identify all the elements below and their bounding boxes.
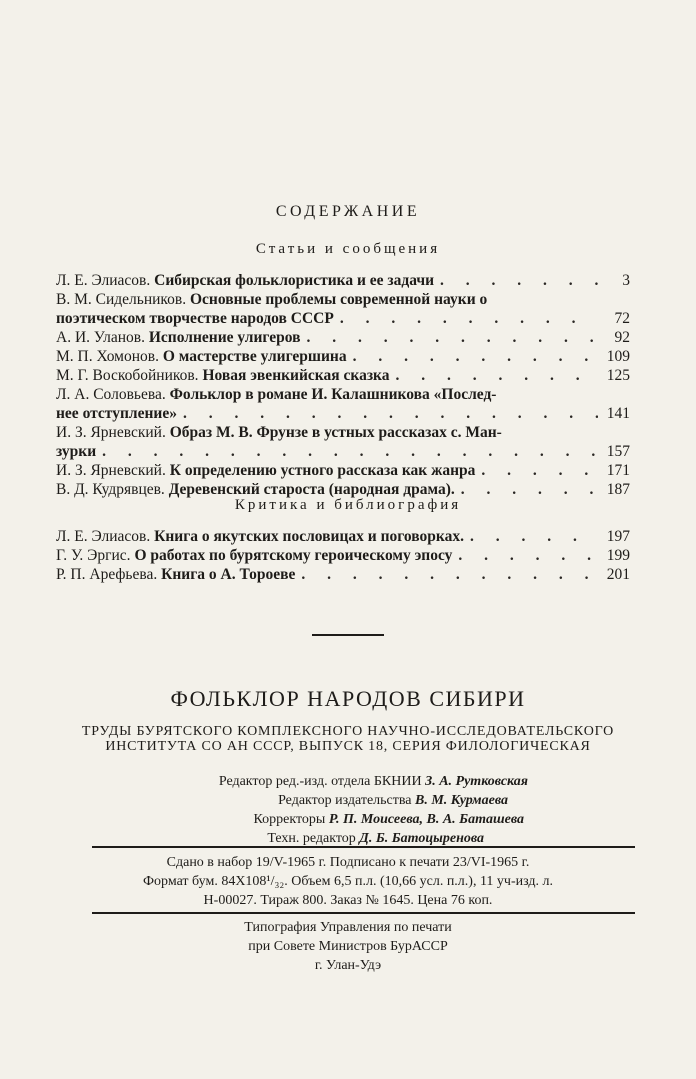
toc-title: Деревенский староста (народная драма). — [168, 481, 455, 498]
toc-author: М. Г. Воскобойников. — [56, 367, 203, 384]
dot-leader — [301, 565, 598, 584]
toc-author: И. З. Ярневский. — [56, 424, 170, 441]
toc-entry — [56, 366, 630, 385]
toc-author: Р. П. Арефьева. — [56, 566, 162, 583]
toc-entry — [56, 423, 630, 461]
toc-title: поэтическом творчестве народов СССР — [56, 310, 334, 327]
printer-line-2: при Совете Министров БурАССР — [248, 939, 448, 954]
toc-title: Новая эвенкийская сказка — [202, 367, 390, 384]
toc-page-number: 187 — [606, 481, 630, 498]
toc-line — [56, 546, 630, 565]
toc-page-number: 3 — [622, 272, 630, 289]
toc-title: Основные проблемы современной науки о — [189, 291, 488, 308]
toc-line — [56, 423, 630, 442]
toc-author: В. Д. Кудрявцев. — [56, 481, 169, 498]
short-divider — [312, 634, 384, 636]
toc-line — [56, 527, 630, 546]
toc-criticism — [56, 527, 630, 584]
toc-page-number: 109 — [606, 348, 630, 365]
toc-line — [56, 347, 630, 366]
toc-entry — [56, 385, 630, 423]
dot-leader — [440, 271, 598, 290]
editor-line-3: Корректоры Р. П. Моисеева, В. А. Баташева — [253, 812, 524, 827]
toc-author: М. П. Хомонов. — [56, 348, 163, 365]
toc-title: нее отступление» — [56, 405, 177, 422]
toc-author: И. З. Ярневский. — [56, 462, 170, 479]
book-title: ФОЛЬКЛОР НАРОДОВ СИБИРИ — [170, 686, 526, 711]
toc-author: А. И. Уланов. — [56, 329, 149, 346]
toc-entry — [56, 290, 630, 328]
imprint-line-2: Формат бум. 84Х108¹/₃₂. Объем 6,5 п.л. (10,66 усл. п.л.), 11 уч-изд. л. — [142, 874, 554, 889]
toc-page-number: 92 — [614, 329, 630, 346]
toc-title: Фольклор в романе И. Калашникова «Послед- — [169, 386, 497, 403]
dot-leader — [353, 347, 598, 366]
imprint-line-3: Н-00027. Тираж 800. Заказ № 1645. Цена 76 коп. — [203, 893, 493, 908]
dot-leader — [183, 404, 598, 423]
imprint-bottom-rule — [92, 912, 635, 914]
toc-page-number: 157 — [606, 443, 630, 460]
subtitle-line-1: ТРУДЫ БУРЯТСКОГО КОМПЛЕКСНОГО НАУЧНО-ИССЛЕДОВАТЕЛЬСКОГО — [81, 724, 615, 739]
toc-page-number: 125 — [606, 367, 630, 384]
toc-title: Сибирская фольклористика и ее задачи — [154, 272, 435, 289]
toc-title: Книга о якутских пословицах и поговорках. — [154, 528, 464, 545]
toc-author: Г. У. Эргис. — [56, 547, 135, 564]
toc-page-number: 171 — [606, 462, 630, 479]
dot-leader — [306, 328, 598, 347]
toc-entry — [56, 461, 630, 480]
toc-title: зурки — [56, 443, 97, 460]
editor-line-1: Редактор ред.-изд. отдела БКНИИ З. А. Рутковская — [218, 774, 528, 789]
dot-leader — [481, 461, 598, 480]
toc-entry — [56, 546, 630, 565]
toc-line — [56, 461, 630, 480]
toc-title: Образ М. В. Фрунзе в устных рассказах с. Ман- — [169, 424, 502, 441]
imprint-line-1: Сдано в набор 19/V-1965 г. Подписано к печати 23/VI-1965 г. — [166, 855, 530, 870]
toc-page-number: 141 — [606, 405, 630, 422]
dot-leader — [396, 366, 599, 385]
toc-author: В. М. Сидельников. — [56, 291, 190, 308]
toc-line — [56, 309, 630, 328]
toc-author: Л. Е. Элиасов. — [56, 272, 155, 289]
dot-leader — [102, 442, 598, 461]
subtitle-line-2: ИНСТИТУТА СО АН СССР, ВЫПУСК 18, СЕРИЯ ФИЛОЛОГИЧЕСКАЯ — [105, 739, 591, 754]
toc-line — [56, 366, 630, 385]
toc-entry — [56, 271, 630, 290]
toc-author: Л. Е. Элиасов. — [56, 528, 155, 545]
printer-line-3: г. Улан-Удэ — [314, 958, 382, 973]
section-title-articles: Статьи и сообщения — [255, 241, 441, 257]
toc-page-number: 197 — [606, 528, 630, 545]
toc-line — [56, 442, 630, 461]
toc-entry — [56, 565, 630, 584]
dot-leader — [470, 527, 598, 546]
editors-block — [0, 772, 696, 848]
toc-line — [56, 565, 630, 584]
editor-line-4: Техн. редактор Д. Б. Батоцыренова — [267, 831, 484, 846]
imprint-top-rule — [92, 846, 635, 848]
editor-line-2: Редактор издательства В. М. Курмаева — [278, 793, 508, 808]
toc-entry — [56, 527, 630, 546]
toc-entry — [56, 328, 630, 347]
toc-title: К определению устного рассказа как жанра — [169, 462, 476, 479]
toc-title: Книга о А. Тороеве — [161, 566, 296, 583]
toc-title: О работах по бурятскому героическому эпосу — [134, 547, 453, 564]
toc-line — [56, 328, 630, 347]
toc-line — [56, 290, 630, 309]
toc-author: Л. А. Соловьева. — [56, 386, 170, 403]
section-title-criticism: Критика и библиография — [234, 497, 462, 513]
toc-page-number: 201 — [606, 566, 630, 583]
toc-line — [56, 271, 630, 290]
toc-entry — [56, 347, 630, 366]
contents-heading: СОДЕРЖАНИЕ — [275, 203, 421, 220]
printer-line-1: Типография Управления по печати — [244, 920, 452, 935]
toc-articles — [56, 271, 630, 499]
toc-page-number: 199 — [606, 547, 630, 564]
dot-leader — [340, 309, 598, 328]
printer-block — [0, 918, 696, 975]
toc-title: О мастерстве улигершина — [162, 348, 347, 365]
toc-title: Исполнение улигеров — [148, 329, 301, 346]
toc-line — [56, 404, 630, 423]
imprint-block — [0, 853, 696, 910]
toc-line — [56, 385, 630, 404]
book-subtitle — [0, 724, 696, 754]
toc-page-number: 72 — [614, 310, 630, 327]
dot-leader — [458, 546, 598, 565]
